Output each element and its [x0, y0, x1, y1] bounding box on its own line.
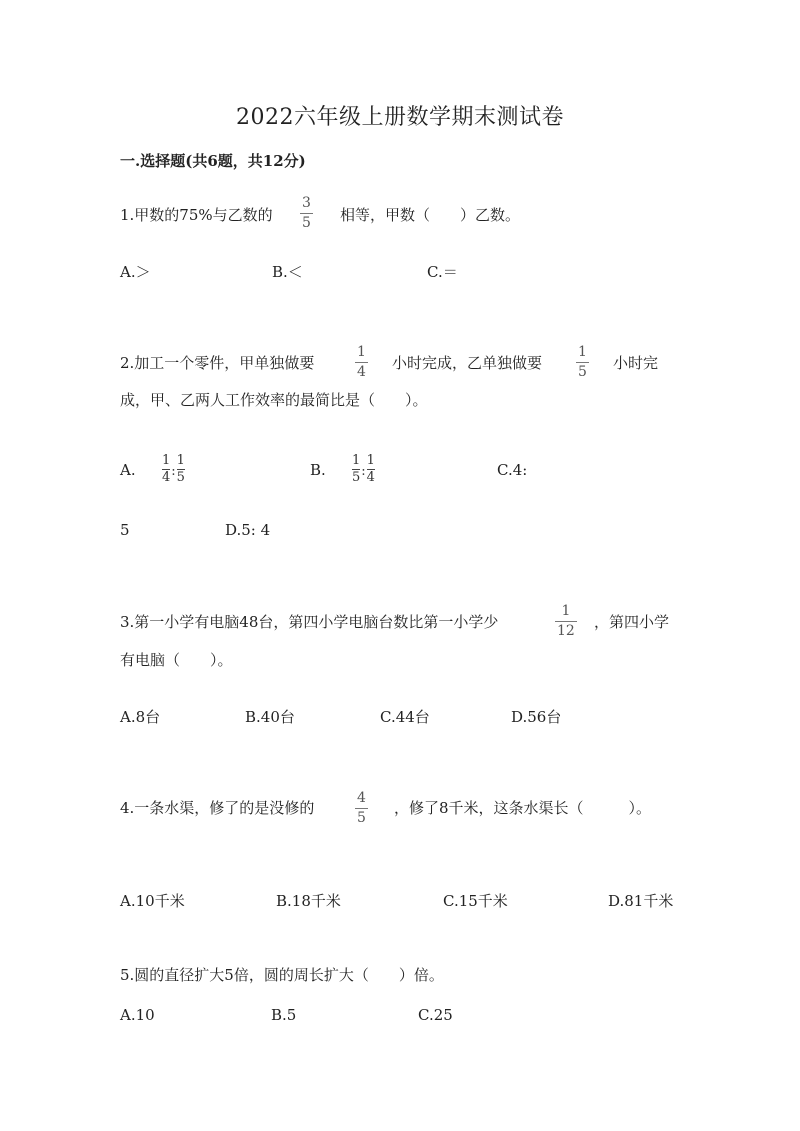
question-3-option-c[interactable]: C.44台: [380, 708, 430, 726]
question-2-option-a-ratio[interactable]: [162, 454, 185, 484]
question-4-option-d[interactable]: D.81千米: [608, 892, 674, 910]
question-3-fraction: [555, 604, 577, 638]
fraction-numerator: 1: [366, 453, 375, 468]
question-2-line-2: 成，甲、乙两人工作效率的最简比是（ ）。: [120, 391, 428, 409]
fraction-numerator: 1: [578, 344, 587, 360]
fraction-numerator: 1: [176, 453, 185, 468]
question-5-option-a[interactable]: A.10: [120, 1006, 155, 1024]
question-2-option-b-label[interactable]: B.: [310, 461, 326, 479]
ratio-colon: :: [171, 463, 176, 479]
question-2-text-c: 小时完: [613, 354, 659, 372]
ratio-fraction: [367, 454, 375, 484]
question-1-text-b: 相等，甲数（ ）乙数。: [340, 206, 521, 224]
fraction-denominator: 5: [578, 364, 587, 380]
question-4-fraction: [355, 791, 368, 825]
question-4-text-a: 4.一条水渠，修了的是没修的: [120, 799, 315, 817]
question-2-fraction-1: [355, 345, 368, 379]
ratio-fraction: [177, 454, 185, 484]
question-1-option-a[interactable]: A.＞: [120, 263, 151, 281]
question-4-text-b: ，修了8千米，这条水渠长（ ）。: [394, 799, 652, 817]
fraction-denominator: 4: [366, 470, 375, 485]
fraction-bar: [355, 362, 368, 363]
question-3-line-2: 有电脑（ ）。: [120, 651, 233, 669]
question-1-option-b[interactable]: B.＜: [272, 263, 303, 281]
section-heading: 一.选择题(共6题，共12分): [120, 152, 306, 170]
question-2-fraction-2: [576, 345, 589, 379]
question-2-text-a: 2.加工一个零件，甲单独做要: [120, 354, 315, 372]
fraction-denominator: 4: [162, 470, 171, 485]
ratio-colon: :: [361, 463, 366, 479]
fraction-bar: [355, 808, 368, 809]
question-2-option-c-continued[interactable]: 5: [120, 521, 130, 539]
fraction-numerator: 1: [352, 453, 361, 468]
fraction-numerator: 4: [357, 790, 366, 806]
ratio-fraction: [162, 454, 170, 484]
question-2-option-d[interactable]: D.5: 4: [225, 521, 271, 539]
fraction-denominator: 5: [302, 215, 311, 231]
question-3-option-b[interactable]: B.40台: [245, 708, 295, 726]
question-2-option-b-ratio[interactable]: [352, 454, 375, 484]
fraction-numerator: 1: [162, 453, 171, 468]
fraction-denominator: 5: [357, 810, 366, 826]
question-5-option-b[interactable]: B.5: [271, 1006, 297, 1024]
fraction-numerator: 1: [561, 603, 571, 619]
question-1-fraction: [300, 196, 313, 230]
fraction-denominator: 4: [357, 364, 366, 380]
ratio-fraction: [352, 454, 360, 484]
question-2-option-a-label[interactable]: A.: [120, 461, 136, 479]
fraction-bar: [555, 621, 577, 622]
question-5-text: 5.圆的直径扩大5倍，圆的周长扩大（ ）倍。: [120, 966, 444, 984]
page-title: 2022六年级上册数学期末测试卷: [236, 105, 564, 130]
question-3-text-a: 3.第一小学有电脑48台，第四小学电脑台数比第一小学少: [120, 613, 499, 631]
question-1-option-c[interactable]: C.＝: [427, 263, 458, 281]
fraction-denominator: 5: [176, 470, 185, 485]
question-2-option-c[interactable]: C.4:: [497, 461, 528, 479]
fraction-bar: [576, 362, 589, 363]
question-3-option-d[interactable]: D.56台: [511, 708, 562, 726]
question-1-text-a: 1.甲数的75%与乙数的: [120, 206, 273, 224]
fraction-bar: [300, 213, 313, 214]
question-5-option-c[interactable]: C.25: [418, 1006, 453, 1024]
fraction-denominator: 12: [557, 623, 575, 639]
question-4-option-c[interactable]: C.15千米: [443, 892, 508, 910]
fraction-numerator: 3: [302, 195, 311, 211]
question-3-text-b: ，第四小学: [594, 613, 670, 631]
question-4-option-a[interactable]: A.10千米: [120, 892, 185, 910]
fraction-numerator: 1: [357, 344, 366, 360]
question-3-option-a[interactable]: A.8台: [120, 708, 161, 726]
question-4-option-b[interactable]: B.18千米: [276, 892, 341, 910]
fraction-denominator: 5: [352, 470, 361, 485]
question-2-text-b: 小时完成，乙单独做要: [392, 354, 543, 372]
